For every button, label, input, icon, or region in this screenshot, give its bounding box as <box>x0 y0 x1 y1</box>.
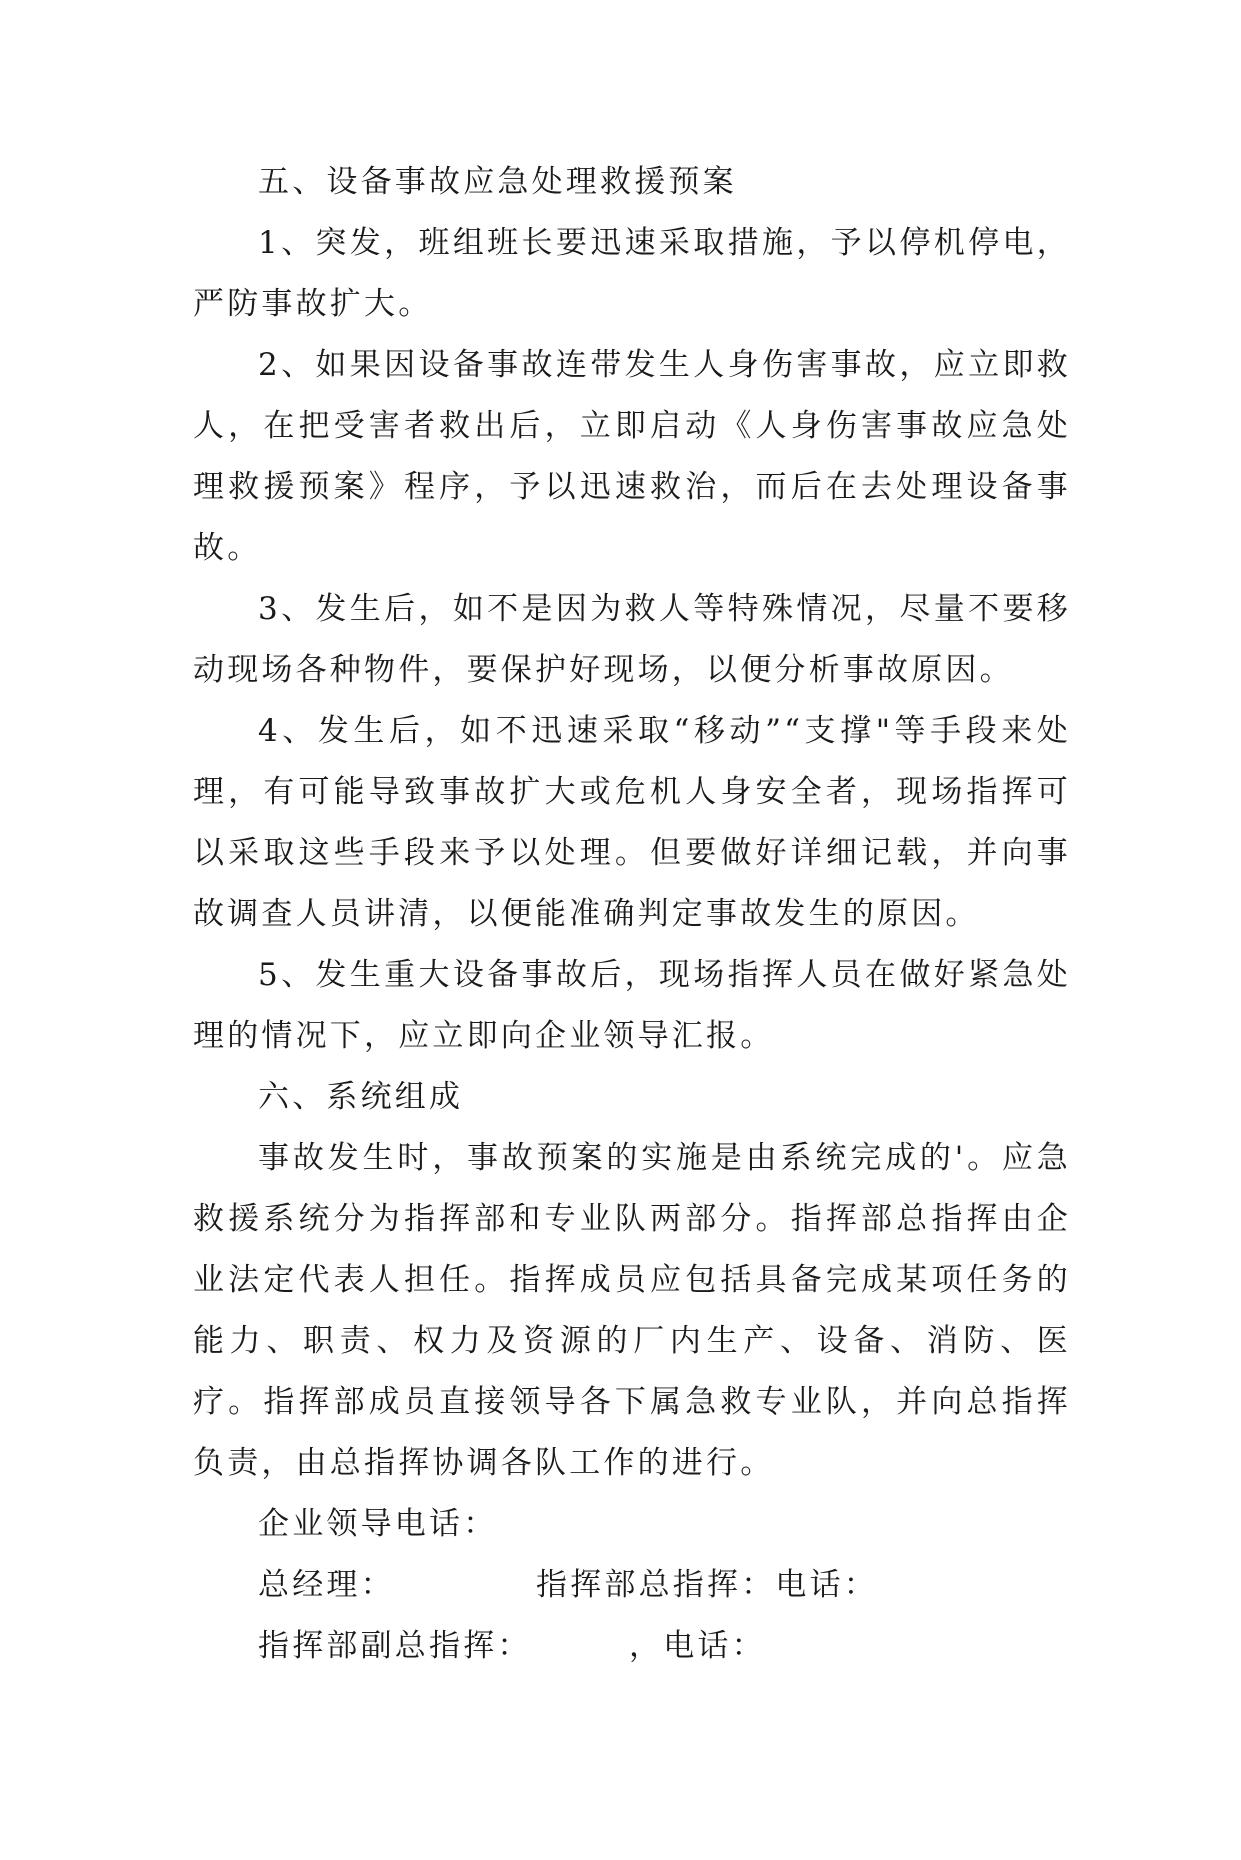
leader-phone-label: 企业领导电话： <box>258 1506 498 1542</box>
gm-label: 总经理： <box>258 1567 395 1603</box>
section-heading-5: 五、设备事故应急处理救援预案 <box>258 164 737 200</box>
paragraph-item-5: 5、发生重大设备事故后，现场指挥人员在做好紧急处理的情况下，应立即向企业领导汇报。 <box>193 957 1071 1054</box>
document-body <box>193 152 1071 1677</box>
deputy-phone-label: ，电话： <box>629 1628 766 1664</box>
paragraph-item-1: 1、突发，班组班长要迅速采取措施，予以停机停电，严防事故扩大。 <box>193 225 1071 322</box>
gm-row <box>193 1555 1071 1616</box>
paragraph-item-4: 4、发生后，如不迅速采取“移动”“支撑"等手段来处理，有可能导致事故扩大或危机人身安全者，现场指挥可以采取这些手段来予以处理。但要做好详细记载，并向事故调查人员讲清，以便能准确判定事故发生的原因。 <box>193 713 1071 932</box>
paragraph-system: 事故发生时，事故预案的实施是由系统完成的'。应急救援系统分为指挥部和专业队两部分。指挥部总指挥由企业法定代表人担任。指挥成员应包括具备完成某项任务的能力、职责、权力及资源的厂内生产、设备、消防、医疗。指挥部成员直接领导各下属急救专业队，并向总指挥负责，由总指挥协调各队工作的进行。 <box>193 1140 1071 1481</box>
paragraph-item-2: 2、如果因设备事故连带发生人身伤害事故，应立即救人，在把受害者救出后，立即启动《人身伤害事故应急处理救援预案》程序，予以迅速救治，而后在去处理设备事故。 <box>193 347 1071 566</box>
commander-label: 指挥部总指挥：电话： <box>536 1567 878 1603</box>
deputy-row <box>193 1616 1071 1677</box>
paragraph-item-3: 3、发生后，如不是因为救人等特殊情况，尽量不要移动现场各种物件，要保护好现场，以便分析事故原因。 <box>193 591 1071 688</box>
section-heading-6: 六、系统组成 <box>258 1079 464 1115</box>
deputy-label: 指挥部副总指挥： <box>258 1628 532 1664</box>
